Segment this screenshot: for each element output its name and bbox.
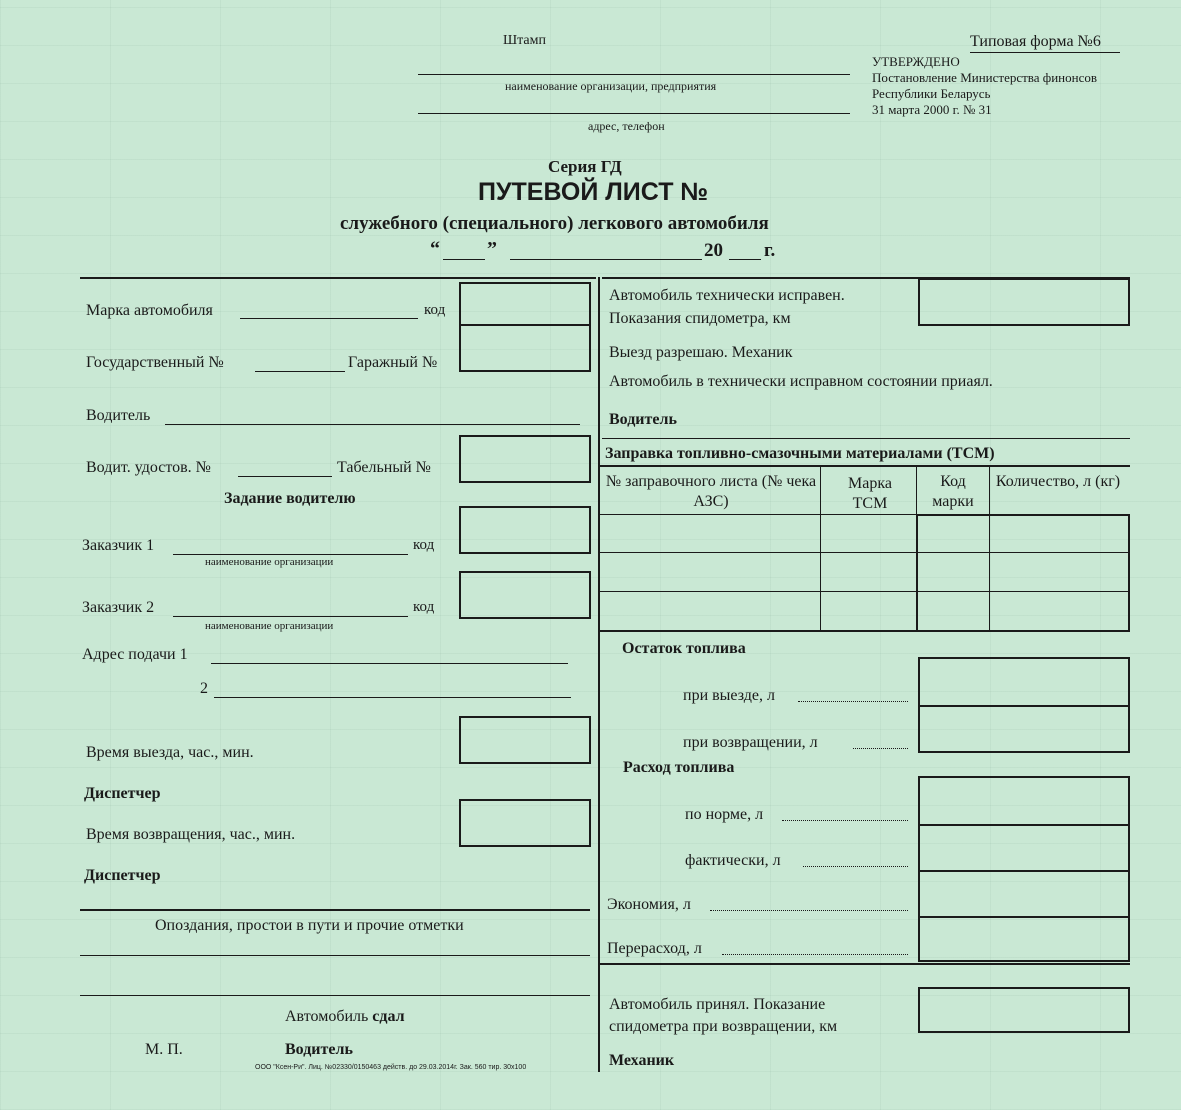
date-quote-close: ” (487, 238, 497, 260)
waybill-subtitle: служебного (специального) легкового автомобиля (340, 213, 769, 234)
depart-time-box[interactable] (459, 716, 591, 764)
center-divider (598, 277, 600, 1072)
overuse-box[interactable] (918, 916, 1130, 962)
waybill-title: ПУТЕВОЙ ЛИСТ № (478, 178, 709, 206)
speedometer-box[interactable] (918, 278, 1130, 326)
overuse-dots (722, 954, 908, 955)
economy-box[interactable] (918, 870, 1130, 918)
task-heading: Задание водителю (224, 490, 356, 507)
on-depart-label: при выезде, л (683, 687, 775, 704)
right-driver-label: Водитель (609, 411, 677, 428)
tech-ok-label: Автомобиль технически исправен. (609, 287, 845, 304)
on-return-label: при возвращении, л (683, 734, 818, 751)
delays-line-1[interactable] (80, 955, 590, 956)
mechanic-label: Механик (609, 1052, 675, 1069)
depart-time-label: Время выезда, час., мин. (86, 744, 254, 761)
customer2-caption: наименование организации (205, 620, 334, 632)
economy-dots (710, 910, 908, 911)
dispatcher1-label: Диспетчер (84, 785, 161, 802)
address2-label: 2 (200, 680, 208, 697)
economy-label: Экономия, л (607, 896, 691, 913)
by-norm-dots (782, 820, 908, 821)
driver-label: Водитель (86, 407, 151, 424)
customer1-code-box[interactable] (459, 506, 591, 554)
driver-field[interactable] (165, 424, 580, 425)
car-handed-text: Автомобиль (285, 1008, 369, 1025)
speedometer-label: Показания спидометра, км (609, 310, 791, 327)
date-month-line (510, 259, 702, 260)
address-line (418, 113, 850, 114)
approved-line-2: Республики Беларусь (872, 86, 991, 101)
car-brand-field[interactable] (240, 318, 418, 319)
fuel-table-bottom (600, 630, 1130, 632)
customer1-field[interactable] (173, 554, 408, 555)
return-time-label: Время возвращения, час., мин. (86, 826, 296, 843)
actual-label: фактически, л (685, 852, 781, 869)
approved-label: УТВЕРЖДЕНО (872, 54, 960, 69)
fuel-table-row-line-2[interactable] (600, 591, 1130, 592)
accepted-label: Автомобиль в технически исправном состоянии приаял. (609, 373, 993, 390)
garage-no-box[interactable] (459, 324, 591, 372)
date-quote-open: “ (430, 238, 440, 260)
state-no-field[interactable] (255, 371, 345, 372)
fuel-col-header-3: Код марки (932, 473, 974, 510)
fuel-heading-top-rule (602, 438, 1130, 439)
car-handed-bold: сдал (372, 1008, 405, 1025)
left-top-rule (80, 277, 596, 279)
approved-line-1: Постановление Министерства финонсов (872, 70, 1097, 85)
customer1-caption: наименование организации (205, 556, 334, 568)
state-no-label: Государственный № (86, 354, 224, 371)
address2-field[interactable] (214, 697, 571, 698)
dispatcher2-label: Диспетчер (84, 867, 161, 884)
fuel-table-top (600, 465, 1130, 467)
car-brand-code-box[interactable] (459, 282, 591, 326)
delays-top-rule (80, 909, 590, 911)
tab-no-label: Табельный № (337, 459, 431, 476)
by-norm-box[interactable] (918, 776, 1130, 826)
customer2-label: Заказчик 2 (82, 599, 155, 616)
fuel-left-label: Остаток топлива (622, 640, 746, 657)
mp-label: М. П. (145, 1041, 183, 1058)
actual-dots (803, 866, 908, 867)
form-number: Типовая форма №6 (970, 33, 1101, 50)
departure-allowed-label: Выезд разрешаю. Механик (609, 344, 793, 361)
date-day-line (443, 259, 485, 260)
customer2-code-box[interactable] (459, 571, 591, 619)
delays-line-2[interactable] (80, 995, 590, 996)
delays-label: Опоздания, простои в пути и прочие отметки (155, 917, 464, 934)
date-year: 20 (704, 240, 723, 261)
fuel-on-return-box[interactable] (918, 705, 1130, 753)
address-caption: адрес, телефон (588, 119, 665, 133)
fuel-col-header-4: Количество, л (кг) (995, 473, 1121, 490)
customer2-field[interactable] (173, 616, 408, 617)
fuel-table-row-line-1[interactable] (600, 552, 1130, 553)
form-number-underline (970, 52, 1120, 53)
actual-box[interactable] (918, 824, 1130, 872)
org-line (418, 74, 850, 75)
fuel-on-depart-box[interactable] (918, 657, 1130, 707)
car-brand-label: Марка автомобиля (86, 302, 213, 319)
printer-info: ООО "Ксен-Ри". Лиц. №02330/0150463 действ. до 29.03.2014г. Зак. 560 тир. 30х100 (255, 1064, 527, 1071)
stamp-label: Штамп (503, 33, 546, 48)
car-received-label-2: спидометра при возвращении, км (609, 1018, 838, 1035)
driver-sign-label: Водитель (285, 1041, 353, 1058)
overuse-label: Перерасход, л (607, 940, 702, 957)
on-depart-dots (798, 701, 908, 702)
garage-no-label: Гаражный № (348, 354, 438, 371)
series-label: Серия ГД (548, 157, 622, 176)
customer2-code-label: код (413, 599, 435, 615)
date-year-line (729, 259, 761, 260)
customer1-label: Заказчик 1 (82, 537, 155, 554)
org-caption: наименование организации, предприятия (505, 79, 717, 93)
car-handed-label (285, 1008, 405, 1026)
fuel-heading: Заправка топливно-смазочными материалами (ТСМ) (605, 445, 995, 462)
address1-field[interactable] (211, 663, 568, 664)
by-norm-label: по норме, л (685, 806, 764, 823)
approved-line-3: 31 марта 2000 г. № 31 (872, 102, 992, 117)
date-year-suffix: г. (764, 240, 776, 261)
car-brand-code-label: код (424, 302, 446, 318)
car-received-label-1: Автомобиль принял. Показание (609, 996, 826, 1013)
fuel-table-right-box (916, 514, 1130, 632)
fuel-col-header-2: Марка ТСМ (848, 475, 892, 512)
return-time-box[interactable] (459, 799, 591, 847)
fuel-usage-label: Расход топлива (623, 759, 735, 776)
license-field[interactable] (238, 476, 332, 477)
tab-no-box[interactable] (459, 435, 591, 483)
received-top-rule (600, 963, 1130, 965)
return-speedometer-box[interactable] (918, 987, 1130, 1033)
license-label: Водит. удостов. № (86, 459, 211, 476)
fuel-col-header-1: № заправочного листа (№ чека АЗС) (605, 473, 817, 510)
customer1-code-label: код (413, 537, 435, 553)
on-return-dots (853, 748, 908, 749)
address1-label: Адрес подачи 1 (82, 646, 188, 663)
fuel-table-col-1 (820, 466, 821, 630)
